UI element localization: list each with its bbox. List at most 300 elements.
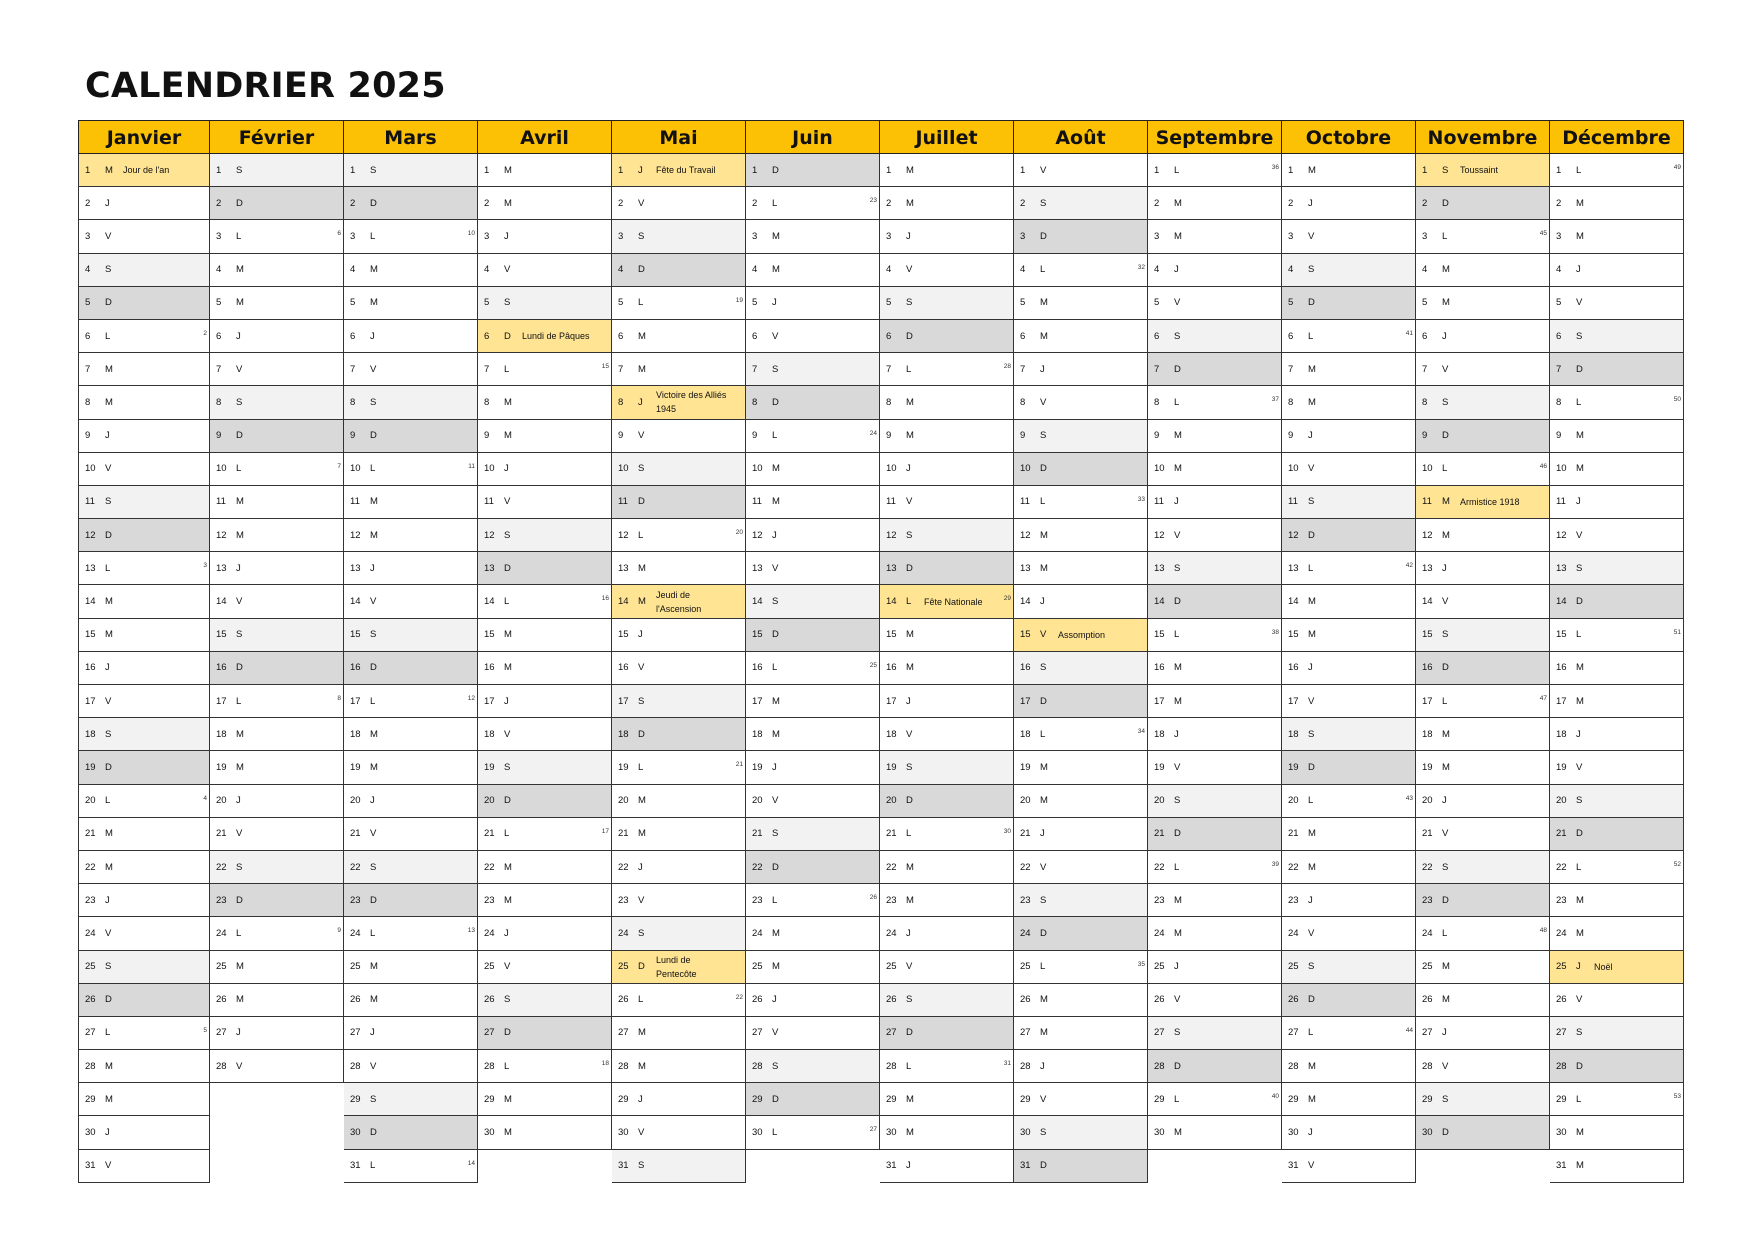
week-number: 11 — [468, 462, 475, 470]
day-number: 4 — [1556, 264, 1562, 276]
day-cell — [1148, 652, 1282, 685]
weekday-letter: L — [638, 297, 644, 309]
weekday-letter: S — [370, 164, 377, 176]
holiday-label: Assomption — [1058, 629, 1106, 640]
weekday-letter: J — [1308, 430, 1313, 442]
day-cell — [478, 984, 612, 1017]
day-cell — [880, 917, 1014, 950]
day-cell — [344, 818, 478, 851]
day-cell — [1416, 884, 1550, 917]
day-cell — [612, 619, 746, 652]
day-cell — [210, 453, 344, 486]
day-number: 12 — [752, 529, 763, 541]
day-cell — [880, 254, 1014, 287]
weekday-letter: M — [370, 994, 378, 1006]
weekday-letter: M — [1308, 396, 1316, 408]
weekday-letter: D — [1576, 363, 1583, 375]
day-number: 10 — [1556, 463, 1567, 475]
day-number: 3 — [1154, 230, 1160, 242]
day-cell — [1282, 453, 1416, 486]
day-number: 10 — [886, 463, 897, 475]
day-number: 27 — [752, 1027, 763, 1039]
day-number: 6 — [1154, 330, 1160, 342]
day-cell — [1014, 486, 1148, 519]
day-cell — [1550, 619, 1684, 652]
day-number: 4 — [1020, 264, 1026, 276]
day-cell — [1416, 254, 1550, 287]
weekday-letter: L — [370, 695, 376, 707]
weekday-letter: V — [1308, 230, 1315, 242]
day-cell — [880, 420, 1014, 453]
weekday-letter: D — [504, 1027, 511, 1039]
day-cell — [478, 1017, 612, 1050]
day-number: 16 — [350, 662, 361, 674]
month-column — [1148, 120, 1282, 1150]
weekday-letter: L — [1040, 496, 1046, 508]
day-cell — [1014, 951, 1148, 984]
weekday-letter: J — [906, 927, 911, 939]
weekday-letter: J — [105, 197, 110, 209]
day-number: 1 — [618, 164, 624, 176]
weekday-letter: L — [370, 230, 376, 242]
day-cell — [1014, 884, 1148, 917]
month-name: Septembre — [1148, 120, 1282, 154]
weekday-letter: L — [1442, 695, 1448, 707]
day-number: 2 — [618, 197, 624, 209]
day-number: 10 — [216, 463, 227, 475]
day-number: 3 — [350, 230, 356, 242]
day-cell — [1416, 851, 1550, 884]
week-number: 47 — [1539, 695, 1547, 702]
weekday-letter: M — [236, 994, 244, 1006]
weekday-letter: M — [906, 662, 914, 674]
day-number: 15 — [1288, 629, 1299, 641]
day-cell — [344, 851, 478, 884]
day-number: 5 — [350, 297, 356, 309]
weekday-letter: V — [772, 1027, 779, 1039]
day-cell — [1282, 154, 1416, 187]
week-number: 18 — [601, 1060, 609, 1068]
month-name: Mai — [612, 120, 746, 154]
day-number: 20 — [886, 795, 897, 807]
day-number: 6 — [618, 330, 624, 342]
day-number: 5 — [85, 297, 91, 309]
day-number: 23 — [752, 894, 763, 906]
weekday-letter: M — [504, 629, 512, 641]
weekday-letter: M — [1174, 927, 1182, 939]
day-number: 28 — [350, 1060, 361, 1072]
day-number: 2 — [85, 197, 91, 209]
weekday-letter: V — [105, 927, 112, 939]
weekday-letter: V — [1308, 463, 1315, 475]
day-cell — [1416, 320, 1550, 353]
weekday-letter: V — [504, 496, 511, 508]
weekday-letter: M — [1040, 795, 1048, 807]
day-cell — [344, 585, 478, 618]
day-cell — [612, 254, 746, 287]
day-cell — [1550, 519, 1684, 552]
day-cell — [78, 1017, 210, 1050]
day-cell — [1014, 187, 1148, 220]
day-cell — [1014, 851, 1148, 884]
day-number: 14 — [85, 596, 96, 608]
weekday-letter: J — [105, 430, 110, 442]
day-number: 6 — [484, 330, 490, 342]
day-number: 10 — [1422, 463, 1433, 475]
day-number: 4 — [484, 264, 490, 276]
day-number: 21 — [886, 828, 897, 840]
weekday-letter: D — [906, 1027, 913, 1039]
weekday-letter: M — [236, 529, 244, 541]
day-cell — [1416, 984, 1550, 1017]
day-cell — [880, 1150, 1014, 1183]
day-cell — [1550, 254, 1684, 287]
weekday-letter: V — [906, 496, 913, 508]
day-number: 30 — [1154, 1127, 1165, 1139]
day-number: 6 — [886, 330, 892, 342]
day-cell — [1148, 718, 1282, 751]
day-number: 1 — [1154, 164, 1160, 176]
day-cell — [210, 420, 344, 453]
weekday-letter: M — [1442, 496, 1450, 508]
day-number: 21 — [618, 828, 629, 840]
day-number: 20 — [1556, 795, 1567, 807]
day-cell — [746, 751, 880, 784]
day-number: 19 — [350, 761, 361, 773]
day-number: 16 — [886, 662, 897, 674]
weekday-letter: L — [638, 529, 644, 541]
day-number: 25 — [1020, 961, 1031, 973]
holiday-label: Lundi de Pâques — [522, 331, 590, 342]
day-cell — [478, 187, 612, 220]
weekday-letter: V — [236, 363, 243, 375]
week-number: 2 — [203, 329, 207, 337]
weekday-letter: M — [1040, 1027, 1048, 1039]
day-cell — [344, 287, 478, 320]
day-number: 19 — [618, 761, 629, 773]
weekday-letter: M — [1308, 1093, 1316, 1105]
weekday-letter: S — [105, 728, 112, 740]
weekday-letter: S — [1308, 496, 1315, 508]
weekday-letter: V — [236, 828, 243, 840]
day-cell — [1014, 353, 1148, 386]
day-number: 20 — [350, 795, 361, 807]
day-number: 31 — [1288, 1160, 1299, 1172]
day-cell — [1282, 254, 1416, 287]
day-number: 15 — [1154, 629, 1165, 641]
weekday-letter: S — [370, 861, 377, 873]
weekday-letter: V — [1040, 861, 1047, 873]
day-number: 15 — [1422, 629, 1433, 641]
day-cell — [1148, 519, 1282, 552]
day-cell — [1550, 1150, 1684, 1183]
day-number: 21 — [1422, 828, 1433, 840]
weekday-letter: J — [906, 1160, 911, 1172]
day-number: 6 — [85, 330, 91, 342]
day-number: 28 — [752, 1060, 763, 1072]
day-cell — [344, 1150, 478, 1183]
weekday-letter: M — [1040, 297, 1048, 309]
day-number: 16 — [1020, 662, 1031, 674]
weekday-letter: L — [906, 828, 912, 840]
weekday-letter: V — [906, 728, 913, 740]
weekday-letter: L — [105, 562, 111, 574]
weekday-letter: S — [906, 761, 913, 773]
day-number: 8 — [1288, 396, 1294, 408]
day-cell — [210, 652, 344, 685]
weekday-letter: M — [1576, 1160, 1584, 1172]
day-cell — [612, 984, 746, 1017]
day-cell — [210, 154, 344, 187]
day-number: 29 — [1154, 1093, 1165, 1105]
day-cell — [344, 652, 478, 685]
day-cell — [1148, 619, 1282, 652]
day-number: 16 — [85, 662, 96, 674]
day-cell — [210, 287, 344, 320]
weekday-letter: J — [1576, 961, 1581, 973]
day-number: 2 — [886, 197, 892, 209]
day-number: 22 — [752, 861, 763, 873]
day-cell — [344, 519, 478, 552]
weekday-letter: J — [504, 463, 509, 475]
day-number: 25 — [350, 961, 361, 973]
weekday-letter: D — [370, 894, 377, 906]
weekday-letter: V — [772, 562, 779, 574]
day-number: 9 — [216, 430, 222, 442]
weekday-letter: J — [1040, 596, 1045, 608]
day-cell — [78, 652, 210, 685]
holiday-label: Toussaint — [1460, 165, 1499, 176]
day-cell — [612, 1116, 746, 1149]
weekday-letter: L — [105, 795, 111, 807]
weekday-letter: D — [1040, 230, 1047, 242]
weekday-letter: J — [504, 695, 509, 707]
weekday-letter: S — [638, 927, 645, 939]
day-cell — [880, 552, 1014, 585]
week-number: 31 — [1003, 1060, 1011, 1068]
weekday-letter: L — [1174, 861, 1180, 873]
weekday-letter: L — [638, 761, 644, 773]
day-number: 2 — [1422, 197, 1428, 209]
week-number: 26 — [869, 894, 877, 902]
weekday-letter: M — [370, 529, 378, 541]
day-cell — [880, 1116, 1014, 1149]
week-number: 10 — [467, 230, 475, 238]
weekday-letter: V — [1040, 629, 1047, 641]
day-cell — [1416, 619, 1550, 652]
day-cell — [1282, 785, 1416, 818]
day-number: 31 — [350, 1160, 361, 1172]
weekday-letter: D — [236, 430, 243, 442]
weekday-letter: V — [1040, 1093, 1047, 1105]
day-number: 3 — [1422, 230, 1428, 242]
day-cell — [210, 951, 344, 984]
day-cell — [478, 353, 612, 386]
day-number: 16 — [1288, 662, 1299, 674]
day-number: 24 — [484, 927, 495, 939]
weekday-letter: D — [1576, 596, 1583, 608]
day-number: 28 — [484, 1060, 495, 1072]
day-number: 11 — [216, 496, 226, 508]
weekday-letter: S — [638, 463, 645, 475]
day-number: 9 — [1020, 430, 1026, 442]
weekday-letter: V — [1308, 1160, 1315, 1172]
day-number: 6 — [1288, 330, 1294, 342]
day-number: 19 — [85, 761, 96, 773]
day-cell — [478, 1116, 612, 1149]
day-number: 5 — [618, 297, 624, 309]
weekday-letter: M — [638, 330, 646, 342]
day-cell — [478, 486, 612, 519]
weekday-letter: V — [105, 695, 112, 707]
day-cell — [1148, 187, 1282, 220]
weekday-letter: J — [1576, 264, 1581, 276]
day-cell — [880, 884, 1014, 917]
day-cell — [880, 619, 1014, 652]
day-number: 26 — [618, 994, 629, 1006]
day-number: 27 — [1154, 1027, 1165, 1039]
week-number: 28 — [1003, 363, 1011, 371]
weekday-letter: S — [1308, 728, 1315, 740]
day-cell — [746, 718, 880, 751]
day-number: 11 — [85, 496, 95, 508]
day-number: 21 — [1020, 828, 1031, 840]
day-cell — [1282, 818, 1416, 851]
weekday-letter: D — [906, 795, 913, 807]
weekday-letter: M — [638, 795, 646, 807]
month-column — [1416, 120, 1550, 1150]
weekday-letter: S — [1576, 330, 1583, 342]
day-number: 3 — [484, 230, 490, 242]
day-cell — [1282, 187, 1416, 220]
day-cell — [1014, 519, 1148, 552]
weekday-letter: V — [1308, 927, 1315, 939]
weekday-letter: D — [906, 562, 913, 574]
day-number: 20 — [1422, 795, 1433, 807]
day-number: 6 — [216, 330, 222, 342]
day-number: 9 — [85, 430, 91, 442]
day-number: 10 — [484, 463, 495, 475]
day-cell — [1014, 619, 1148, 652]
weekday-letter: L — [504, 596, 510, 608]
day-cell — [1014, 254, 1148, 287]
weekday-letter: M — [1576, 695, 1584, 707]
day-cell — [1014, 785, 1148, 818]
weekday-letter: M — [1040, 330, 1048, 342]
day-cell — [1148, 287, 1282, 320]
weekday-letter: M — [236, 264, 244, 276]
weekday-letter: M — [1576, 662, 1584, 674]
day-cell — [1550, 353, 1684, 386]
day-cell — [746, 552, 880, 585]
weekday-letter: M — [1442, 264, 1450, 276]
day-cell — [746, 984, 880, 1017]
day-number: 3 — [216, 230, 222, 242]
day-number: 12 — [1154, 529, 1165, 541]
day-cell — [344, 187, 478, 220]
weekday-letter: D — [1174, 828, 1181, 840]
day-cell — [1148, 1050, 1282, 1083]
week-number: 24 — [869, 429, 877, 437]
day-cell — [880, 154, 1014, 187]
day-cell — [1416, 718, 1550, 751]
day-cell — [1014, 818, 1148, 851]
month-column — [746, 120, 880, 1150]
month-name: Juillet — [880, 120, 1014, 154]
week-number: 34 — [1137, 728, 1145, 736]
week-number: 6 — [337, 230, 341, 238]
day-cell — [746, 220, 880, 253]
weekday-letter: J — [370, 1027, 375, 1039]
day-number: 14 — [484, 596, 495, 608]
day-cell — [1416, 386, 1550, 419]
weekday-letter: D — [370, 197, 377, 209]
day-cell — [1148, 585, 1282, 618]
weekday-letter: L — [236, 927, 242, 939]
day-number: 7 — [216, 363, 222, 375]
weekday-letter: M — [772, 695, 780, 707]
day-cell — [1148, 851, 1282, 884]
day-number: 20 — [216, 795, 227, 807]
weekday-letter: M — [906, 629, 914, 641]
day-cell — [880, 951, 1014, 984]
day-number: 31 — [85, 1160, 96, 1172]
day-number: 17 — [216, 695, 227, 707]
weekday-letter: M — [638, 363, 646, 375]
day-cell — [880, 187, 1014, 220]
week-number: 36 — [1271, 164, 1279, 171]
day-number: 3 — [1020, 230, 1026, 242]
day-number: 25 — [216, 961, 227, 973]
day-number: 6 — [1556, 330, 1562, 342]
day-cell — [880, 453, 1014, 486]
weekday-letter: D — [370, 430, 377, 442]
day-number: 21 — [350, 828, 361, 840]
holiday-label: Armistice 1918 — [1460, 496, 1520, 507]
day-cell — [746, 386, 880, 419]
day-cell — [344, 353, 478, 386]
weekday-letter: J — [236, 795, 241, 807]
day-number: 18 — [1288, 728, 1299, 740]
day-cell — [210, 585, 344, 618]
day-number: 29 — [1020, 1093, 1031, 1105]
day-cell — [746, 652, 880, 685]
day-number: 14 — [1288, 596, 1299, 608]
day-number: 4 — [350, 264, 356, 276]
weekday-letter: L — [1174, 164, 1180, 176]
day-cell — [746, 420, 880, 453]
day-cell — [344, 619, 478, 652]
weekday-letter: M — [772, 961, 780, 973]
day-number: 6 — [1422, 330, 1428, 342]
weekday-letter: M — [1174, 430, 1182, 442]
day-cell — [746, 1116, 880, 1149]
weekday-letter: D — [638, 496, 645, 508]
weekday-letter: V — [370, 363, 377, 375]
weekday-letter: V — [1442, 363, 1449, 375]
day-number: 8 — [1422, 396, 1428, 408]
day-number: 17 — [1422, 695, 1433, 707]
day-number: 1 — [85, 164, 91, 176]
day-number: 10 — [752, 463, 763, 475]
weekday-letter: J — [638, 396, 643, 408]
day-number: 26 — [752, 994, 763, 1006]
day-number: 21 — [1556, 828, 1567, 840]
week-number: 43 — [1405, 794, 1413, 802]
day-number: 24 — [1154, 927, 1165, 939]
day-cell — [344, 320, 478, 353]
day-cell — [78, 154, 210, 187]
